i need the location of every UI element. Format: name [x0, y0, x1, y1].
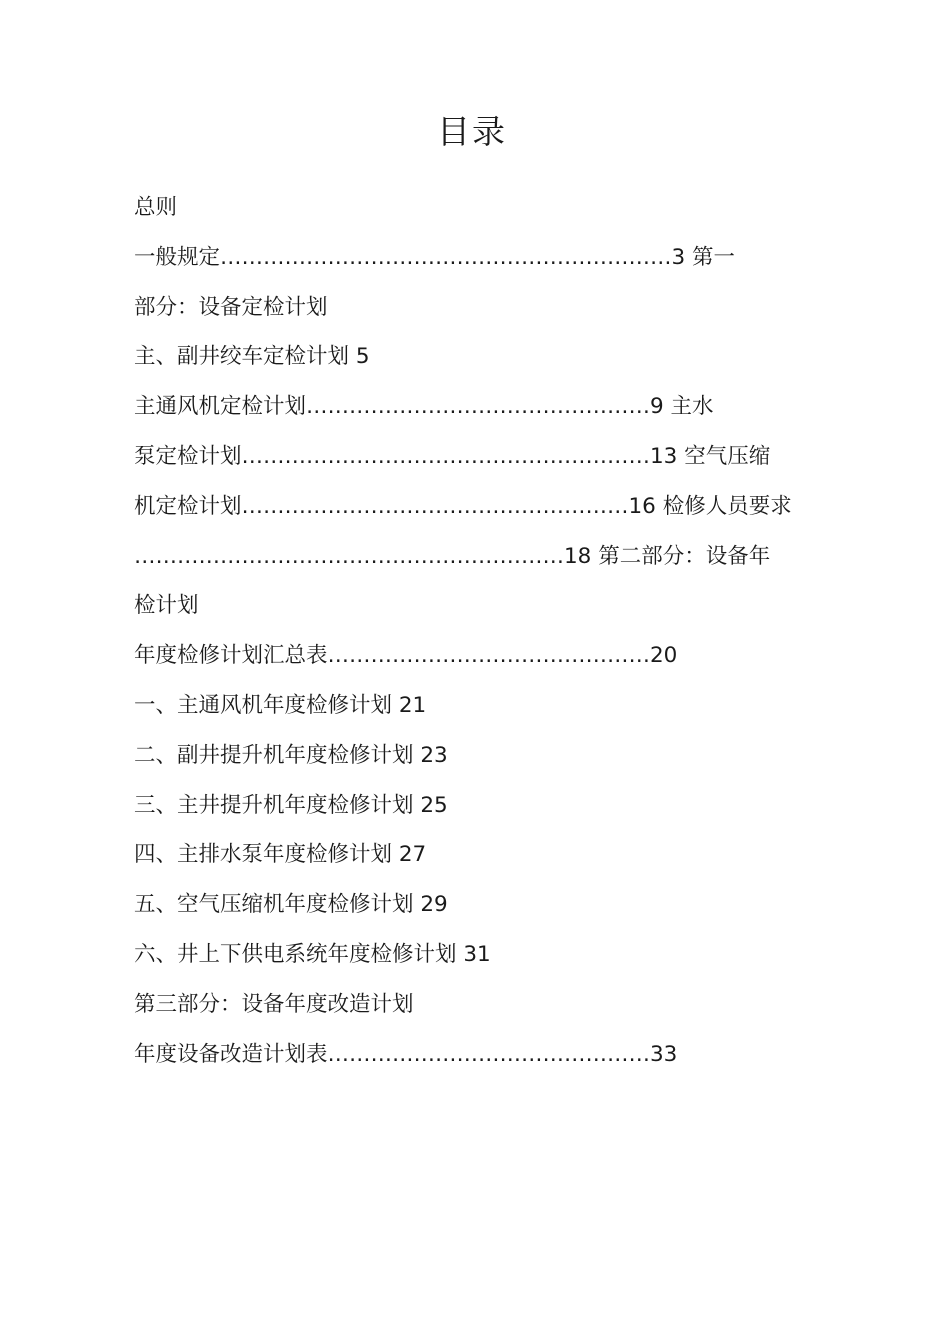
toc-line: 机定检计划………………………………………………16 检修人员要求 [134, 493, 792, 519]
toc-line: 检计划 [134, 593, 199, 619]
toc-line: 泵定检计划…………………………………………………13 空气压缩 [134, 443, 771, 469]
toc-line: 年度检修计划汇总表………………………………………20 [134, 643, 678, 669]
toc-line: 主通风机定检计划…………………………………………9 主水 [134, 394, 714, 420]
toc-line: 一般规定………………………………………………………3 第一 [134, 244, 736, 270]
toc-line: 第三部分：设备年度改造计划 [134, 991, 414, 1017]
page-title: 目录 [437, 112, 507, 151]
toc-line: 四、主排水泵年度检修计划 27 [134, 842, 427, 868]
toc-line: 主、副井绞车定检计划 5 [134, 344, 370, 370]
toc-line: 部分：设备定检计划 [134, 294, 328, 320]
toc-line: 年度设备改造计划表………………………………………33 [134, 1041, 678, 1067]
toc-line: 六、井上下供电系统年度检修计划 31 [134, 941, 491, 967]
toc-line: 三、主井提升机年度检修计划 25 [134, 792, 448, 818]
toc-line: ……………………………………………………18 第二部分：设备年 [134, 543, 771, 569]
toc-line: 五、空气压缩机年度检修计划 29 [134, 892, 448, 918]
toc-line: 一、主通风机年度检修计划 21 [134, 692, 427, 718]
toc-line: 总则 [134, 195, 178, 220]
table-of-contents [134, 188, 802, 1084]
toc-line: 二、副井提升机年度检修计划 23 [134, 742, 448, 768]
